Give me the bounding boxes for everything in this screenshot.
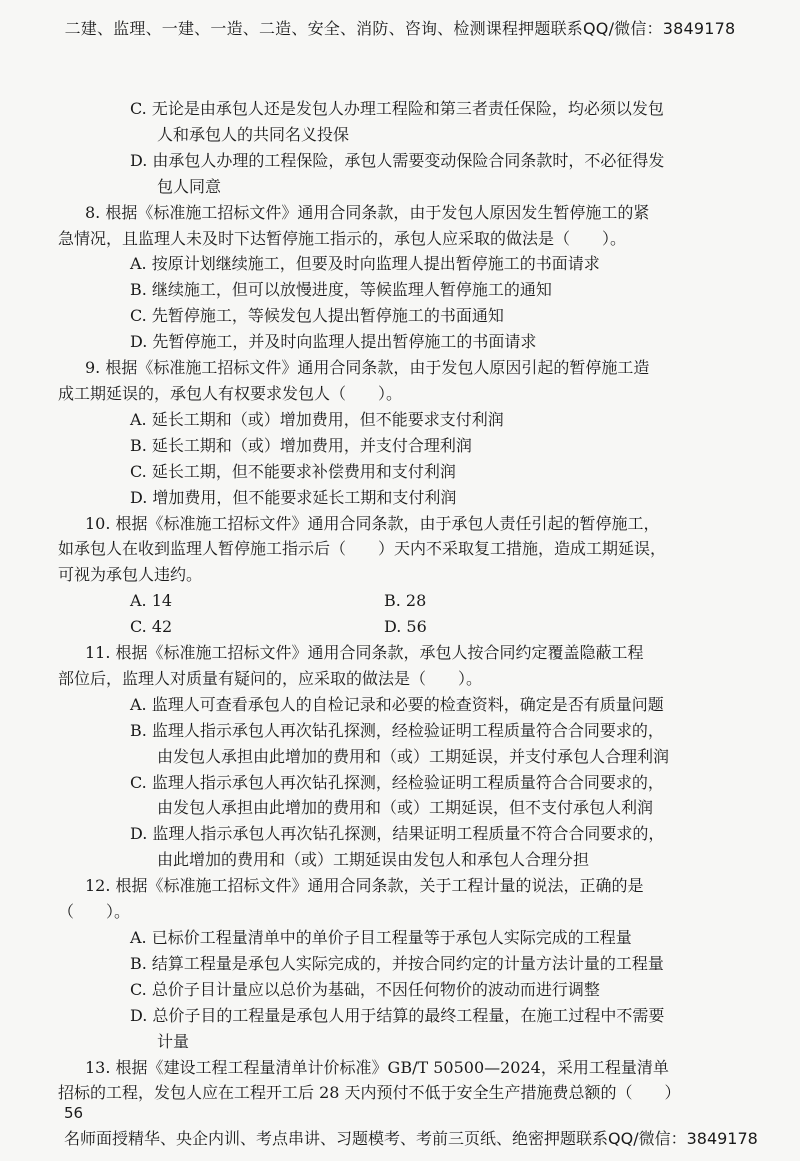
page-number: 56 — [64, 1104, 84, 1122]
option-continuation: 人和承包人的共同名义投保 — [157, 124, 350, 144]
option-continuation: 由发包人承担由此增加的费用和（或）工期延误，但不支付承包人利润 — [157, 798, 654, 818]
footer-banner: 名师面授精华、央企内训、考点串讲、习题模考、考前三页纸、绝密押题联系QQ/微信：3849178 — [64, 1129, 758, 1148]
option-line: D. 监理人指示承包人再次钻孔探测，结果证明工程质量不符合合同要求的， — [130, 824, 665, 844]
options-row — [58, 588, 740, 614]
option-line: D. 总价子目的工程量是承包人用于结算的最终工程量，在施工过程中不需要 — [130, 1005, 665, 1025]
question-10-stem-cont: 如承包人在收到监理人暂停施工指示后（ ）天内不采取复工措施，造成工期延误， — [58, 539, 667, 559]
option-line: C. 监理人指示承包人再次钻孔探测，经检验证明工程质量符合合同要求的， — [130, 772, 664, 792]
question-9-stem: 9. 根据《标准施工招标文件》通用合同条款，由于发包人原因引起的暂停施工造 — [85, 358, 650, 378]
option-line: C. 先暂停施工，等候发包人提出暂停施工的书面通知 — [130, 306, 504, 326]
option-line: B. 延长工期和（或）增加费用，并支付合理利润 — [130, 435, 472, 455]
question-10-stem-cont: 可视为承包人违约。 — [58, 565, 203, 585]
content-body — [58, 96, 740, 1106]
option-line: C. 延长工期，但不能要求补偿费用和支付利润 — [130, 461, 456, 481]
option-line: B. 继续施工，但可以放慢进度，等候监理人暂停施工的通知 — [130, 280, 552, 300]
option-continuation: 由发包人承担由此增加的费用和（或）工期延误，并支付承包人合理利润 — [157, 746, 670, 766]
question-9-stem-cont: 成工期延误的，承包人有权要求发包人（ ）。 — [58, 383, 403, 403]
option-line: C. 总价子目计量应以总价为基础，不因任何物价的波动而进行调整 — [130, 979, 600, 999]
option-line: A. 按原计划继续施工，但要及时向监理人提出暂停施工的书面请求 — [130, 254, 600, 274]
question-13-stem: 13. 根据《建设工程工程量清单计价标准》GB/T 50500—2024，采用工程量清单 — [85, 1057, 669, 1077]
header-banner: 二建、监理、一建、一造、二造、安全、消防、咨询、检测课程押题联系QQ/微信：3849178 — [64, 19, 736, 38]
question-8-stem: 8. 根据《标准施工招标文件》通用合同条款，由于发包人原因发生暂停施工的紧 — [85, 202, 650, 222]
question-11-stem: 11. 根据《标准施工招标文件》通用合同条款，承包人按合同约定覆盖隐蔽工程 — [85, 643, 644, 663]
option-a: A. 14 — [130, 591, 173, 611]
option-line: D. 先暂停施工，并及时向监理人提出暂停施工的书面请求 — [130, 332, 537, 352]
option-line: A. 已标价工程量清单中的单价子目工程量等于承包人实际完成的工程量 — [130, 928, 632, 947]
option-line: D. 由承包人办理的工程保险，承包人需要变动保险合同条款时，不必征得发 — [130, 150, 665, 170]
option-continuation: 计量 — [157, 1031, 190, 1051]
option-b: B. 28 — [384, 591, 427, 611]
question-12-stem-cont: （ ）。 — [58, 902, 131, 922]
options-row — [58, 614, 740, 640]
option-line: B. 结算工程量是承包人实际完成的，并按合同约定的计量方法计量的工程量 — [130, 953, 664, 973]
option-line: C. 无论是由承包人还是发包人办理工程险和第三者责任保险，均必须以发包 — [130, 99, 664, 118]
option-line: A. 延长工期和（或）增加费用，但不能要求支付利润 — [130, 409, 504, 429]
question-11-stem-cont: 部位后，监理人对质量有疑问的，应采取的做法是（ ）。 — [58, 668, 483, 688]
option-line: B. 监理人指示承包人再次钻孔探测，经检验证明工程质量符合合同要求的， — [130, 720, 664, 740]
option-line: D. 增加费用，但不能要求延长工期和支付利润 — [130, 487, 457, 507]
question-13-stem-cont: 招标的工程，发包人应在工程开工后 28 天内预付不低于安全生产措施费总额的（ ） — [58, 1083, 681, 1103]
option-continuation: 由此增加的费用和（或）工期延误由发包人和承包人合理分担 — [157, 850, 590, 870]
option-d: D. 56 — [384, 617, 427, 637]
question-12-stem: 12. 根据《标准施工招标文件》通用合同条款，关于工程计量的说法，正确的是 — [85, 876, 644, 896]
question-10-stem: 10. 根据《标准施工招标文件》通用合同条款，由于承包人责任引起的暂停施工， — [85, 513, 660, 533]
question-8-stem-cont: 急情况，且监理人未及时下达暂停施工指示的，承包人应采取的做法是（ ）。 — [58, 228, 627, 248]
option-c: C. 42 — [130, 617, 173, 637]
option-line: A. 监理人可查看承包人的自检记录和必要的检查资料，确定是否有质量问题 — [130, 694, 664, 714]
option-continuation: 包人同意 — [157, 176, 222, 196]
